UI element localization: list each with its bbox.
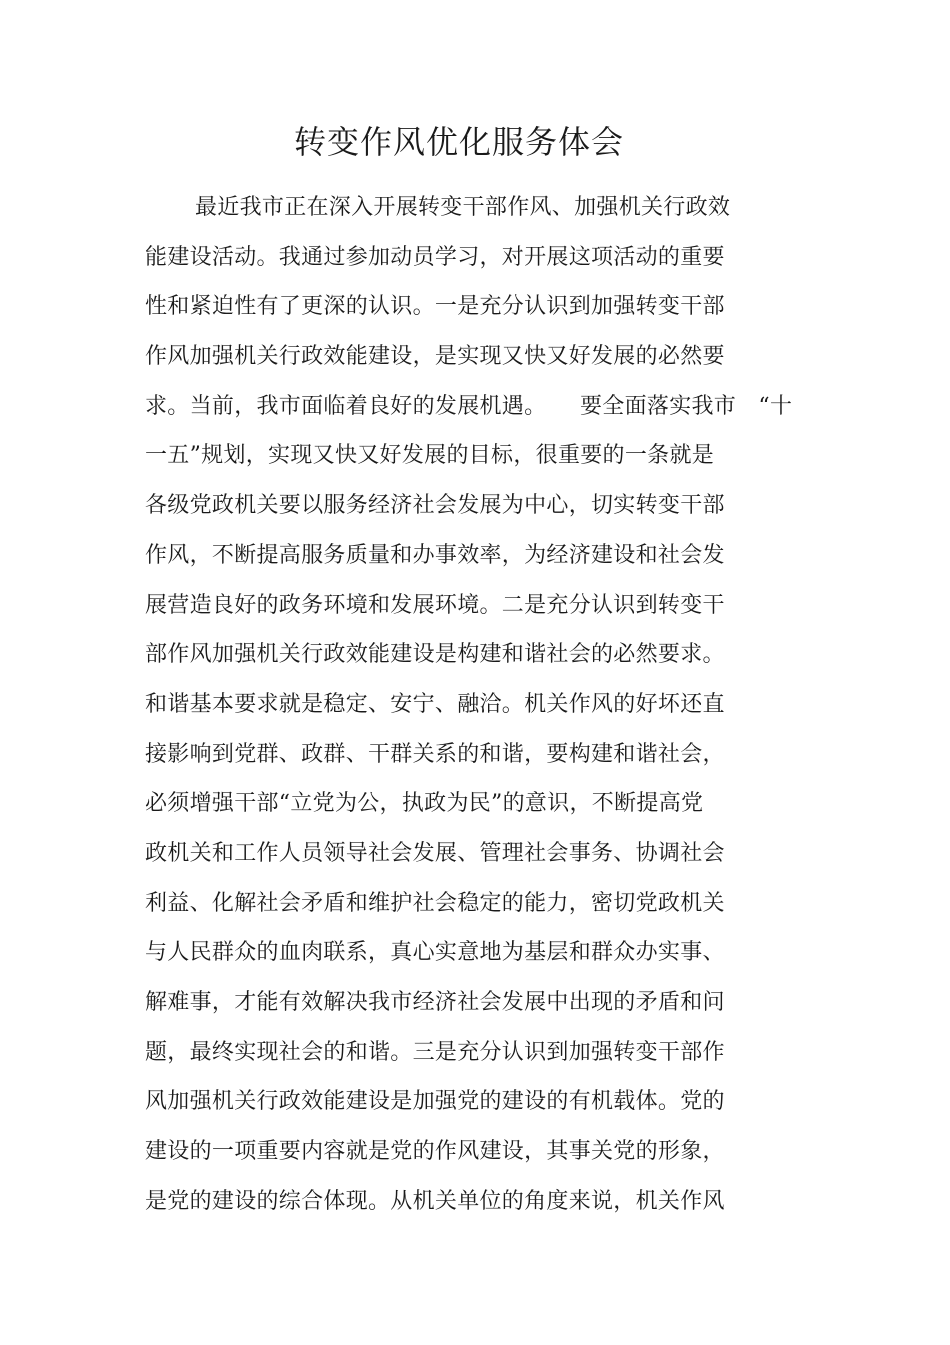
body-line: 题，最终实现社会的和谐。三是充分认识到加强转变干部作	[145, 1039, 725, 1065]
body-line: 利益、化解社会矛盾和维护社会稳定的能力，密切党政机关	[145, 890, 725, 916]
body-line: 一五”规划，实现又快又好发展的目标，很重要的一条就是	[145, 443, 715, 469]
body-line: 必须增强干部“立党为公，执政为民”的意识，不断提高党	[145, 791, 704, 817]
body-line: 风加强机关行政效能建设是加强党的建设的有机载体。党的	[145, 1089, 725, 1115]
document-body	[145, 183, 825, 1226]
body-line: 展营造良好的政务环境和发展环境。二是充分认识到转变干	[145, 592, 725, 618]
body-line: 接影响到党群、政群、干群关系的和谐，要构建和谐社会，	[145, 741, 725, 767]
body-line: 作风，不断提高服务质量和办事效率，为经济建设和社会发	[145, 542, 725, 568]
body-line: 最近我市正在深入开展转变干部作风、加强机关行政效	[195, 195, 731, 220]
body-line: 是党的建设的综合体现。从机关单位的角度来说，机关作风	[145, 1188, 725, 1214]
body-line: 和谐基本要求就是稳定、安宁、融洽。机关作风的好坏还直	[145, 691, 725, 717]
body-line: 性和紧迫性有了更深的认识。一是充分认识到加强转变干部	[145, 294, 725, 320]
body-line: 作风加强机关行政效能建设，是实现又快又好发展的必然要	[145, 344, 725, 370]
body-line: 部作风加强机关行政效能建设是构建和谐社会的必然要求。	[145, 642, 725, 668]
body-line: 求。当前，我市面临着良好的发展机遇。 要全面落实我市 “十	[145, 393, 793, 419]
document-title: 转变作风优化服务体会	[293, 123, 624, 161]
body-line: 与人民群众的血肉联系，真心实意地为基层和群众办实事、	[145, 940, 725, 966]
body-line: 解难事，才能有效解决我市经济社会发展中出现的矛盾和问	[145, 990, 725, 1015]
body-line: 能建设活动。我通过参加动员学习，对开展这项活动的重要	[145, 244, 725, 270]
body-line: 各级党政机关要以服务经济社会发展为中心，切实转变干部	[145, 493, 725, 519]
body-line: 建设的一项重要内容就是党的作风建设，其事关党的形象，	[145, 1139, 725, 1165]
body-line: 政机关和工作人员领导社会发展、管理社会事务、协调社会	[145, 840, 725, 866]
